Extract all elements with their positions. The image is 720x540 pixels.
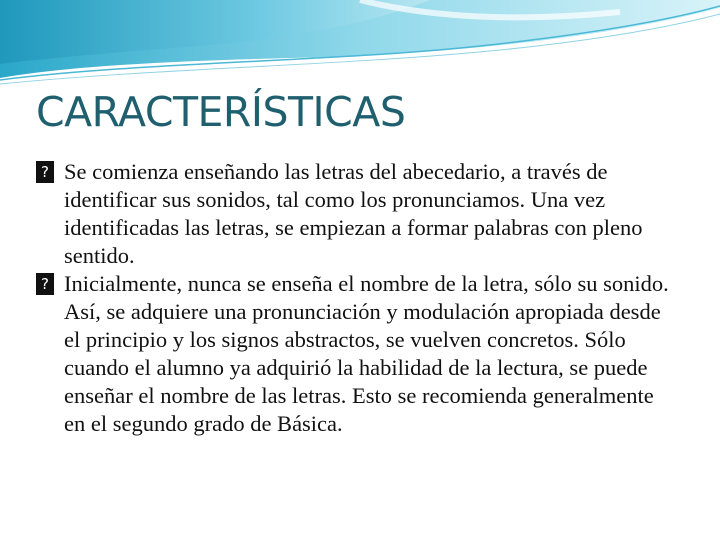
slide-title: CARACTERÍSTICAS — [36, 88, 406, 136]
bullet-list — [36, 158, 676, 438]
bullet-text: Inicialmente, nunca se enseña el nombre de la letra, sólo su sonido. Así, se adquiere una pronunciación y modulación apropiada desde el principio y los signos abstractos, se vuelven concretos. Sólo cuando el alumno ya adquirió la habilidad de la lectura, se puede enseñar el nombre de las letras. Esto se recomienda generalmente en el segundo grado de Básica. — [64, 271, 669, 436]
bullet-icon: ? — [36, 161, 54, 183]
bullet-icon: ? — [36, 273, 54, 295]
bullet-item — [36, 270, 676, 438]
decorative-wave-header — [0, 0, 720, 90]
bullet-item — [36, 158, 676, 270]
bullet-text: Se comienza enseñando las letras del abecedario, a través de identificar sus sonidos, tal como los pronunciamos. Una vez identificadas las letras, se empiezan a formar palabras con pleno sentido. — [64, 159, 643, 268]
